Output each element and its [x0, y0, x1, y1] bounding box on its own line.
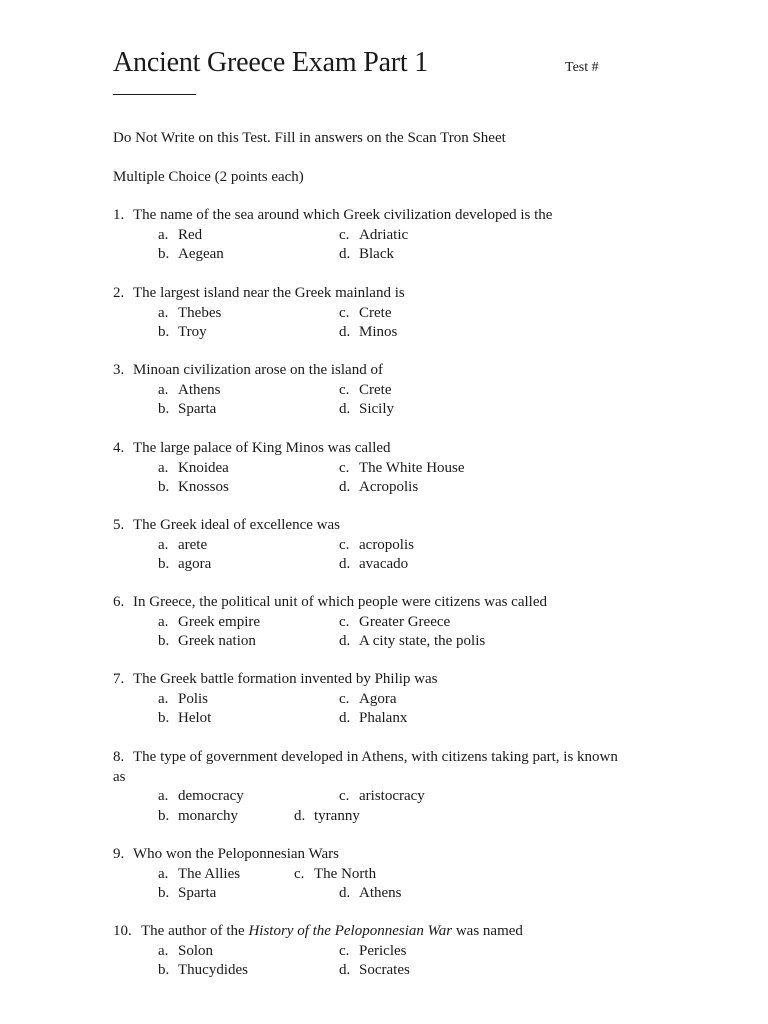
- option-c: c. Pericles: [339, 942, 407, 959]
- book-title: History of the Peloponnesian War: [248, 923, 453, 939]
- page-title: Ancient Greece Exam Part 1: [113, 47, 429, 78]
- option-d: d. tyranny: [294, 807, 360, 824]
- option-c: c. aristocracy: [339, 788, 425, 804]
- option-d: d. Black: [339, 246, 394, 262]
- option-c: c. Greater Greece: [339, 613, 451, 630]
- section-label: Multiple Choice (2 points each): [113, 169, 304, 185]
- question-4: [113, 439, 633, 498]
- test-number-label: Test #: [565, 60, 599, 75]
- option-b: b. Aegean: [158, 246, 224, 262]
- question-7: [113, 670, 633, 729]
- question-stem: 9. Who won the Peloponnesian Wars: [113, 846, 339, 862]
- option-b: b. monarchy: [158, 807, 238, 824]
- option-d: d. avacado: [339, 556, 409, 572]
- option-d: d. Socrates: [339, 962, 410, 978]
- option-b: b. Sparta: [158, 885, 217, 901]
- option-b: b. Greek nation: [158, 633, 256, 649]
- option-a: a. Athens: [158, 381, 221, 398]
- option-a: a. Greek empire: [158, 613, 261, 630]
- option-d: d. Athens: [339, 885, 402, 901]
- question-stem: 7. The Greek battle formation invented by Philip was: [113, 671, 438, 687]
- question-9: [113, 845, 633, 904]
- option-d: d. Minos: [339, 324, 398, 340]
- option-a: a. Thebes: [158, 304, 222, 321]
- option-c: c. acropolis: [339, 536, 414, 553]
- option-a: a. Knoidea: [158, 459, 229, 476]
- option-d: d. Phalanx: [339, 710, 408, 726]
- question-stem: 4. The large palace of King Minos was called: [113, 440, 391, 456]
- option-a: a. democracy: [158, 788, 244, 804]
- option-b: b. Sparta: [158, 401, 217, 417]
- question-5: [113, 516, 633, 575]
- name-blank-line: [113, 94, 196, 95]
- option-b: b. Knossos: [158, 479, 229, 495]
- option-a: a. arete: [158, 536, 208, 553]
- question-stem: 8. The type of government developed in Athens, with citizens taking part, is known as: [113, 749, 618, 785]
- option-c: c. Crete: [339, 381, 392, 398]
- option-b: b. agora: [158, 556, 212, 572]
- option-a: a. Solon: [158, 942, 214, 959]
- option-b: b. Helot: [158, 710, 212, 726]
- option-c: c. The North: [294, 865, 377, 882]
- option-c: c. The White House: [339, 459, 465, 476]
- option-b: b. Troy: [158, 324, 207, 340]
- option-d: d. Sicily: [339, 401, 395, 417]
- option-b: b. Thucydides: [158, 962, 248, 978]
- instructions: Do Not Write on this Test. Fill in answers on the Scan Tron Sheet: [113, 130, 506, 146]
- question-stem: 10. The author of the History of the Peloponnesian War was named: [113, 923, 523, 939]
- question-2: [113, 284, 633, 343]
- question-stem: 5. The Greek ideal of excellence was: [113, 517, 340, 533]
- question-10: [113, 922, 633, 981]
- question-stem: 6. In Greece, the political unit of which people were citizens was called: [113, 594, 547, 610]
- question-8: [113, 748, 633, 826]
- option-a: a. The Allies: [158, 865, 241, 882]
- option-a: a. Polis: [158, 690, 209, 707]
- question-stem: 2. The largest island near the Greek mainland is: [113, 285, 405, 301]
- option-c: c. Adriatic: [339, 226, 409, 243]
- question-6: [113, 593, 633, 652]
- question-1: [113, 206, 633, 265]
- option-d: d. A city state, the polis: [339, 633, 486, 649]
- option-a: a. Red: [158, 226, 203, 243]
- option-c: c. Crete: [339, 304, 392, 321]
- option-c: c. Agora: [339, 690, 397, 707]
- option-d: d. Acropolis: [339, 479, 419, 495]
- question-3: [113, 361, 633, 420]
- question-stem: 3. Minoan civilization arose on the island of: [113, 362, 383, 378]
- question-stem: 1. The name of the sea around which Greek civilization developed is the: [113, 207, 553, 223]
